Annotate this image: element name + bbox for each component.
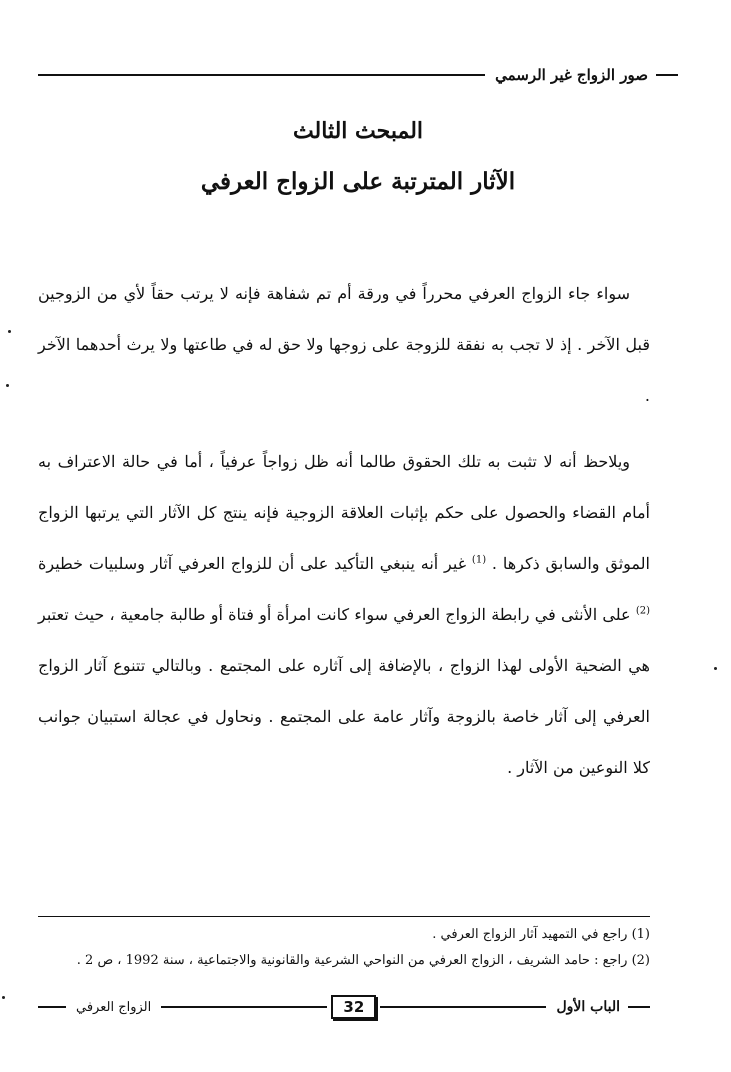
footer-dash-left (38, 1006, 66, 1008)
footer-rule-right (380, 1006, 546, 1008)
scan-speck (8, 330, 11, 333)
footnote-separator (38, 916, 650, 917)
footer-dash (628, 1006, 650, 1008)
paragraph-2-text-b: غير أنه ينبغي التأكيد على أن للزواج العرفي آثار وسلبيات خطيرة (38, 554, 467, 573)
page-footer (38, 992, 650, 1022)
footnote-2: (2) راجع : حامد الشريف ، الزواج العرفي من النواحي الشرعية والقانونية والاجتماعية ، سنة 1992 ، ص 2 . (76, 953, 650, 968)
paragraph-2-text-c: على الأنثى في رابطة الزواج العرفي سواء كانت امرأة أو فتاة أو طالبة جامعية ، حيث تعتبر هي الضحية الأولى لهذا الزواج ، بالإضافة إلى آثاره على المجتمع . وبالتالي تتنوع آثار الزواج العرفي إلى آثار خاصة بالزوجة وآثار عامة على المجتمع . ونحاول في عجالة استبيان جوانب كلا النوعين من الآثار . (38, 605, 650, 777)
footnote-ref-2[interactable]: (2) (635, 605, 650, 617)
book-title: الزواج العرفي (76, 999, 152, 1015)
page-number: 32 (331, 995, 376, 1019)
section-title: المبحث الثالث (292, 118, 424, 144)
footnotes (38, 922, 650, 974)
paragraph-2 (38, 436, 650, 793)
footnote-1: (1) راجع في التمهيد آثار الزواج العرفي . (432, 927, 650, 942)
scan-speck (2, 996, 5, 999)
running-header (38, 63, 678, 87)
scan-speck (6, 384, 9, 387)
header-dash (656, 74, 678, 76)
footnote-ref-1[interactable]: (1) (471, 554, 487, 566)
body-text (38, 268, 650, 793)
paragraph-2-text-a: ويلاحظ أنه لا تثبت به تلك الحقوق طالما أنه ظل زواجاً عرفياً ، أما في حالة الاعتراف به أمام القضاء والحصول على حكم بإثبات العلاقة الزوجية فإنه ينتج كل الآثار التي يرتبها الزواج الموثق والسابق ذكرها . (38, 452, 650, 573)
paragraph-1-text: سواء جاء الزواج العرفي محرراً في ورقة أم تم شفاهة فإنه لا يرتب حقاً لأي من الزوجين قبل الآخر . إذ لا تجب به نفقة للزوجة على زوجها ولا حق له في طاعتها ولا يرث أحدهما الآخر . (38, 284, 651, 405)
running-title: صور الزواج غير الرسمي (495, 66, 648, 84)
header-rule (38, 74, 485, 76)
part-label: الباب الأول (556, 999, 620, 1015)
paragraph-1 (38, 268, 650, 421)
footer-rule-left (161, 1006, 327, 1008)
scan-speck (714, 667, 717, 670)
section-subtitle: الآثار المترتبة على الزواج العرفي (200, 168, 516, 195)
